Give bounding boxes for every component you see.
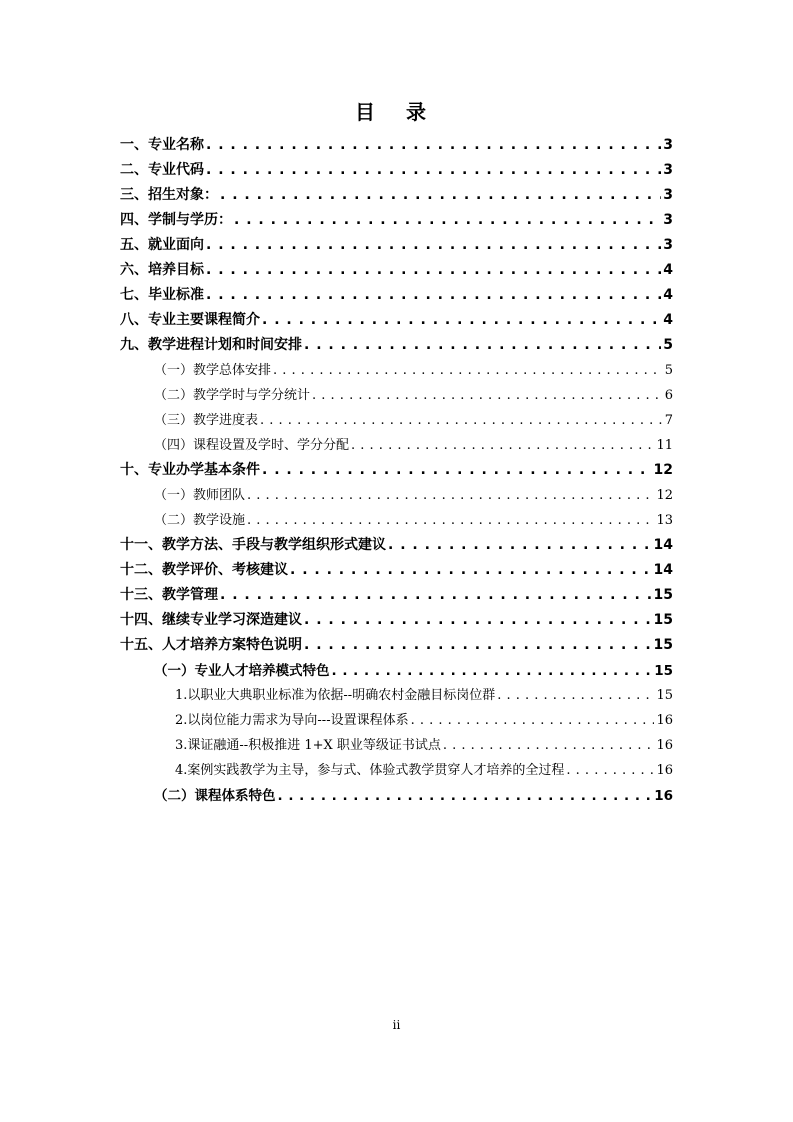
toc-entry-label: 一、专业名称: [120, 137, 204, 153]
toc-entry-label: 十一、教学方法、手段与教学组织形式建议: [120, 537, 386, 553]
toc-entry-page: 3: [663, 187, 673, 203]
toc-entry-page: 15: [653, 612, 673, 628]
toc-entry-label: （一）教学总体安排: [154, 363, 272, 378]
toc-entry-page: 4: [663, 287, 673, 303]
toc-title: 目 录: [355, 100, 438, 124]
toc-entry-page: 16: [656, 738, 673, 753]
leader-dots: [247, 488, 654, 503]
toc-entry-page: 15: [654, 663, 673, 679]
toc-entry-8[interactable]: [120, 309, 673, 333]
toc-entry-page: 16: [656, 763, 673, 778]
leader-dots: [304, 612, 652, 628]
toc-subentry-15-2[interactable]: [154, 784, 673, 808]
toc-entry-page: 6: [664, 388, 673, 403]
toc-entry-10[interactable]: [120, 459, 673, 483]
toc-item-15-1-1[interactable]: [175, 684, 673, 708]
toc-subentry-9-4[interactable]: [154, 434, 673, 458]
toc-item-15-1-4[interactable]: [175, 759, 673, 783]
leader-dots: [206, 237, 661, 253]
toc-entry-page: 15: [653, 587, 673, 603]
leader-dots: [206, 162, 661, 178]
leader-dots: [247, 513, 654, 528]
toc-entry-page: 7: [664, 413, 673, 428]
toc-entry-label: 七、毕业标准: [120, 287, 204, 303]
toc-entry-label: （二）教学设施: [154, 513, 246, 528]
toc-entry-label: （三）教学进度表: [154, 413, 259, 428]
leader-dots: [260, 413, 663, 428]
toc-entry-3[interactable]: [120, 184, 673, 208]
leader-dots: [206, 137, 661, 153]
toc-entry-page: 12: [656, 488, 673, 503]
leader-dots: [290, 562, 652, 578]
toc-entry-label: 4.案例实践教学为主导，参与式、体验式教学贯穿人才培养的全过程: [175, 763, 565, 778]
toc-entry-label: 五、就业面向: [120, 237, 204, 253]
toc-entry-page: 11: [656, 438, 673, 453]
toc-entry-label: （二）教学学时与学分统计: [154, 388, 311, 403]
toc-entry-label: 1.以职业大典职业标准为依据--明确农村金融目标岗位群: [175, 688, 496, 703]
toc-entry-12[interactable]: [120, 559, 673, 583]
toc-entry-2[interactable]: [120, 159, 673, 183]
leader-dots: [312, 388, 663, 403]
toc-entry-page: 3: [663, 137, 673, 153]
leader-dots: [220, 187, 661, 203]
leader-dots: [304, 637, 652, 653]
toc-entry-label: 十二、教学评价、考核建议: [120, 562, 288, 578]
toc-entry-1[interactable]: [120, 134, 673, 158]
toc-entry-page: 3: [663, 212, 673, 228]
toc-entry-label: 九、教学进程计划和时间安排: [120, 337, 302, 353]
toc-entry-label: 2.以岗位能力需求为导向---设置课程体系: [175, 713, 409, 728]
leader-dots: [262, 462, 652, 478]
leader-dots: [278, 788, 653, 804]
toc-entry-page: 12: [653, 462, 673, 478]
leader-dots: [411, 713, 655, 728]
toc-item-15-1-3[interactable]: [175, 734, 673, 758]
toc-entry-label: 十三、教学管理: [120, 587, 218, 603]
leader-dots: [220, 587, 652, 603]
toc-entry-label: （一）专业人才培养模式特色: [154, 663, 330, 679]
toc-entry-13[interactable]: [120, 584, 673, 608]
toc-entry-label: （二）课程体系特色: [154, 788, 276, 804]
toc-entry-page: 5: [664, 363, 673, 378]
toc-subentry-15-1[interactable]: [154, 659, 673, 683]
toc-item-15-1-2[interactable]: [175, 709, 673, 733]
toc-entry-label: （一）教师团队: [154, 488, 246, 503]
toc-entry-label: 三、招生对象：: [120, 187, 218, 203]
toc-entry-page: 4: [663, 262, 673, 278]
toc-entry-label: （四）课程设置及学时、学分分配: [154, 438, 350, 453]
leader-dots: [332, 663, 653, 679]
toc-entry-page: 5: [663, 337, 673, 353]
leader-dots: [388, 537, 652, 553]
toc-subentry-10-1[interactable]: [154, 484, 673, 508]
toc-entry-11[interactable]: [120, 534, 673, 558]
leader-dots: [262, 312, 661, 328]
toc-entry-7[interactable]: [120, 284, 673, 308]
toc-entry-page: 13: [656, 513, 673, 528]
toc-entry-5[interactable]: [120, 234, 673, 258]
toc-entry-label: 二、专业代码: [120, 162, 204, 178]
leader-dots: [206, 262, 661, 278]
leader-dots: [304, 337, 661, 353]
toc-entry-page: 16: [654, 788, 673, 804]
toc-entry-page: 15: [653, 637, 673, 653]
leader-dots: [566, 763, 654, 778]
toc-entry-page: 15: [656, 688, 673, 703]
toc-subentry-10-2[interactable]: [154, 509, 673, 533]
toc-entry-label: 十五、人才培养方案特色说明: [120, 637, 302, 653]
toc-entry-9[interactable]: [120, 334, 673, 358]
toc-entry-label: 十四、继续专业学习深造建议: [120, 612, 302, 628]
toc-entry-page: 4: [663, 312, 673, 328]
toc-entry-page: 14: [653, 562, 673, 578]
toc-subentry-9-2[interactable]: [154, 384, 673, 408]
leader-dots: [351, 438, 654, 453]
page-number: ii: [392, 1018, 401, 1032]
toc-subentry-9-1[interactable]: [154, 359, 673, 383]
toc-entry-4[interactable]: [120, 209, 673, 233]
toc-entry-label: 四、学制与学历：: [120, 212, 232, 228]
toc-entry-6[interactable]: [120, 259, 673, 283]
toc-entry-14[interactable]: [120, 609, 673, 633]
leader-dots: [206, 287, 661, 303]
toc-entry-label: 十、专业办学基本条件: [120, 462, 260, 478]
leader-dots: [234, 212, 661, 228]
toc-entry-label: 3.课证融通--积极推进 1+X 职业等级证书试点: [175, 738, 441, 753]
toc-entry-page: 3: [663, 237, 673, 253]
leader-dots: [273, 363, 663, 378]
toc-entry-label: 八、专业主要课程简介: [120, 312, 260, 328]
leader-dots: [497, 688, 654, 703]
toc-entry-page: 3: [663, 162, 673, 178]
toc-entry-page: 16: [656, 713, 673, 728]
toc-entry-15[interactable]: [120, 634, 673, 658]
leader-dots: [443, 738, 655, 753]
toc-entry-page: 14: [653, 537, 673, 553]
toc-subentry-9-3[interactable]: [154, 409, 673, 433]
toc-entry-label: 六、培养目标: [120, 262, 204, 278]
